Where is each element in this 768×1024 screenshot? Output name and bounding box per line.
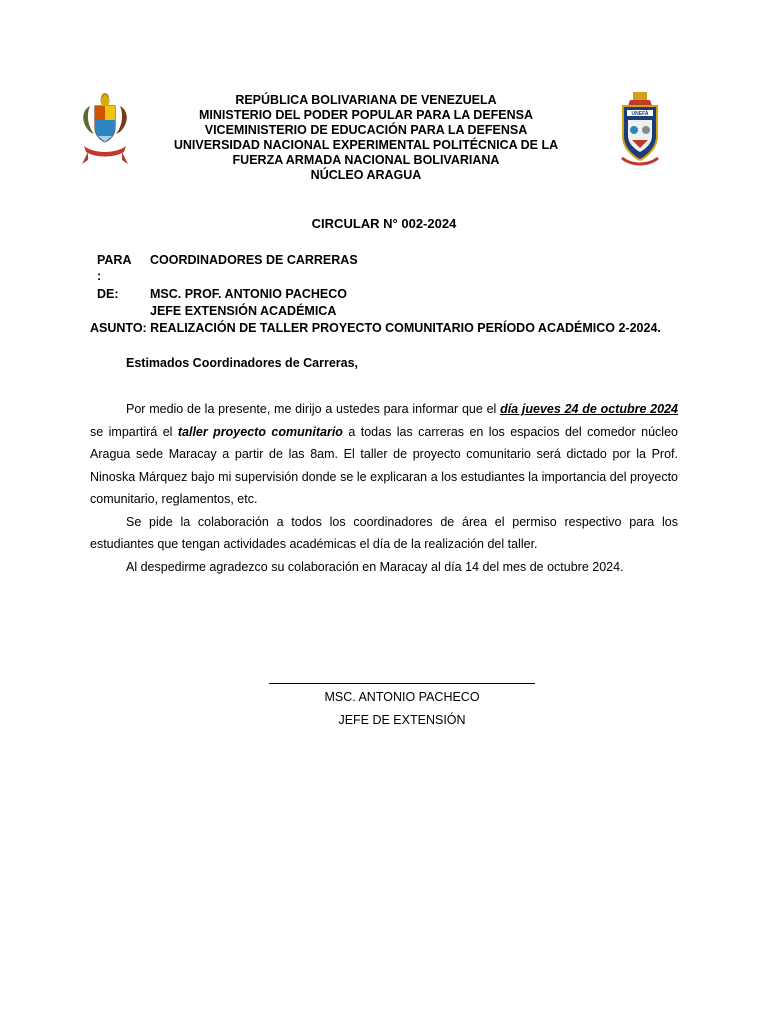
unefa-shield-icon xyxy=(618,90,662,170)
paragraph-2: Se pide la colaboración a todos los coordinadores de área el permiso respectivo para los estudiantes que tengan actividades académicas el día de la realización del taller. xyxy=(90,514,678,551)
de-label: DE: xyxy=(97,287,119,301)
de-value-title: JEFE EXTENSIÓN ACADÉMICA xyxy=(150,304,337,318)
greeting: Estimados Coordinadores de Carreras, xyxy=(126,356,359,370)
para-value: COORDINADORES DE CARRERAS xyxy=(150,253,358,267)
letter-body xyxy=(90,398,678,578)
de-value-name: MSC. PROF. ANTONIO PACHECO xyxy=(150,287,348,301)
paragraph-1: Por medio de la presente, me dirijo a ustedes para informar que el día jueves 24 de octubre 2024 se impartirá el taller proyecto comunitario a todas las carreras en los espacios del comedor núcleo Aragua sede Maracay a partir de las 8am. El taller de proyecto comunitario será dictado por la Prof. Ninoska Márquez bajo mi supervisión donde se le explicaran a los estudiantes la importancia del proyecto comunitario, reglamentos, etc. xyxy=(90,402,678,506)
header-line: FUERZA ARMADA NACIONAL BOLIVARIANA xyxy=(232,153,500,167)
signature-name: MSC. ANTONIO PACHECO xyxy=(324,690,480,704)
asunto-line: ASUNTO: REALIZACIÓN DE TALLER PROYECTO COMUNITARIO PERÍODO ACADÉMICO 2-2024. xyxy=(90,321,661,335)
event-date: día jueves 24 de octubre 2024 xyxy=(500,402,678,416)
circular-title: CIRCULAR N° 002-2024 xyxy=(311,216,457,231)
para-label-colon: : xyxy=(97,269,102,283)
header-line: MINISTERIO DEL PODER POPULAR PARA LA DEFENSA xyxy=(198,108,534,122)
header-line: UNIVERSIDAD NACIONAL EXPERIMENTAL POLITÉCNICA DE LA xyxy=(173,138,559,152)
para-label: PARA xyxy=(97,253,132,267)
signature-line xyxy=(269,683,535,684)
paragraph-3: Al despedirme agradezco su colaboración en Maracay al día 14 del mes de octubre 2024. xyxy=(126,559,624,574)
header-line: VICEMINISTERIO DE EDUCACIÓN PARA LA DEFENSA xyxy=(204,123,528,137)
venezuela-coat-of-arms-icon xyxy=(78,92,132,168)
header-line: NÚCLEO ARAGUA xyxy=(310,168,422,182)
workshop-name: taller proyecto comunitario xyxy=(177,424,343,439)
header-line: REPÚBLICA BOLIVARIANA DE VENEZUELA xyxy=(235,93,497,107)
unefa-logo-text: UNEFA xyxy=(631,111,649,117)
institution-header xyxy=(150,93,582,183)
signature-title: JEFE DE EXTENSIÓN xyxy=(338,713,466,727)
